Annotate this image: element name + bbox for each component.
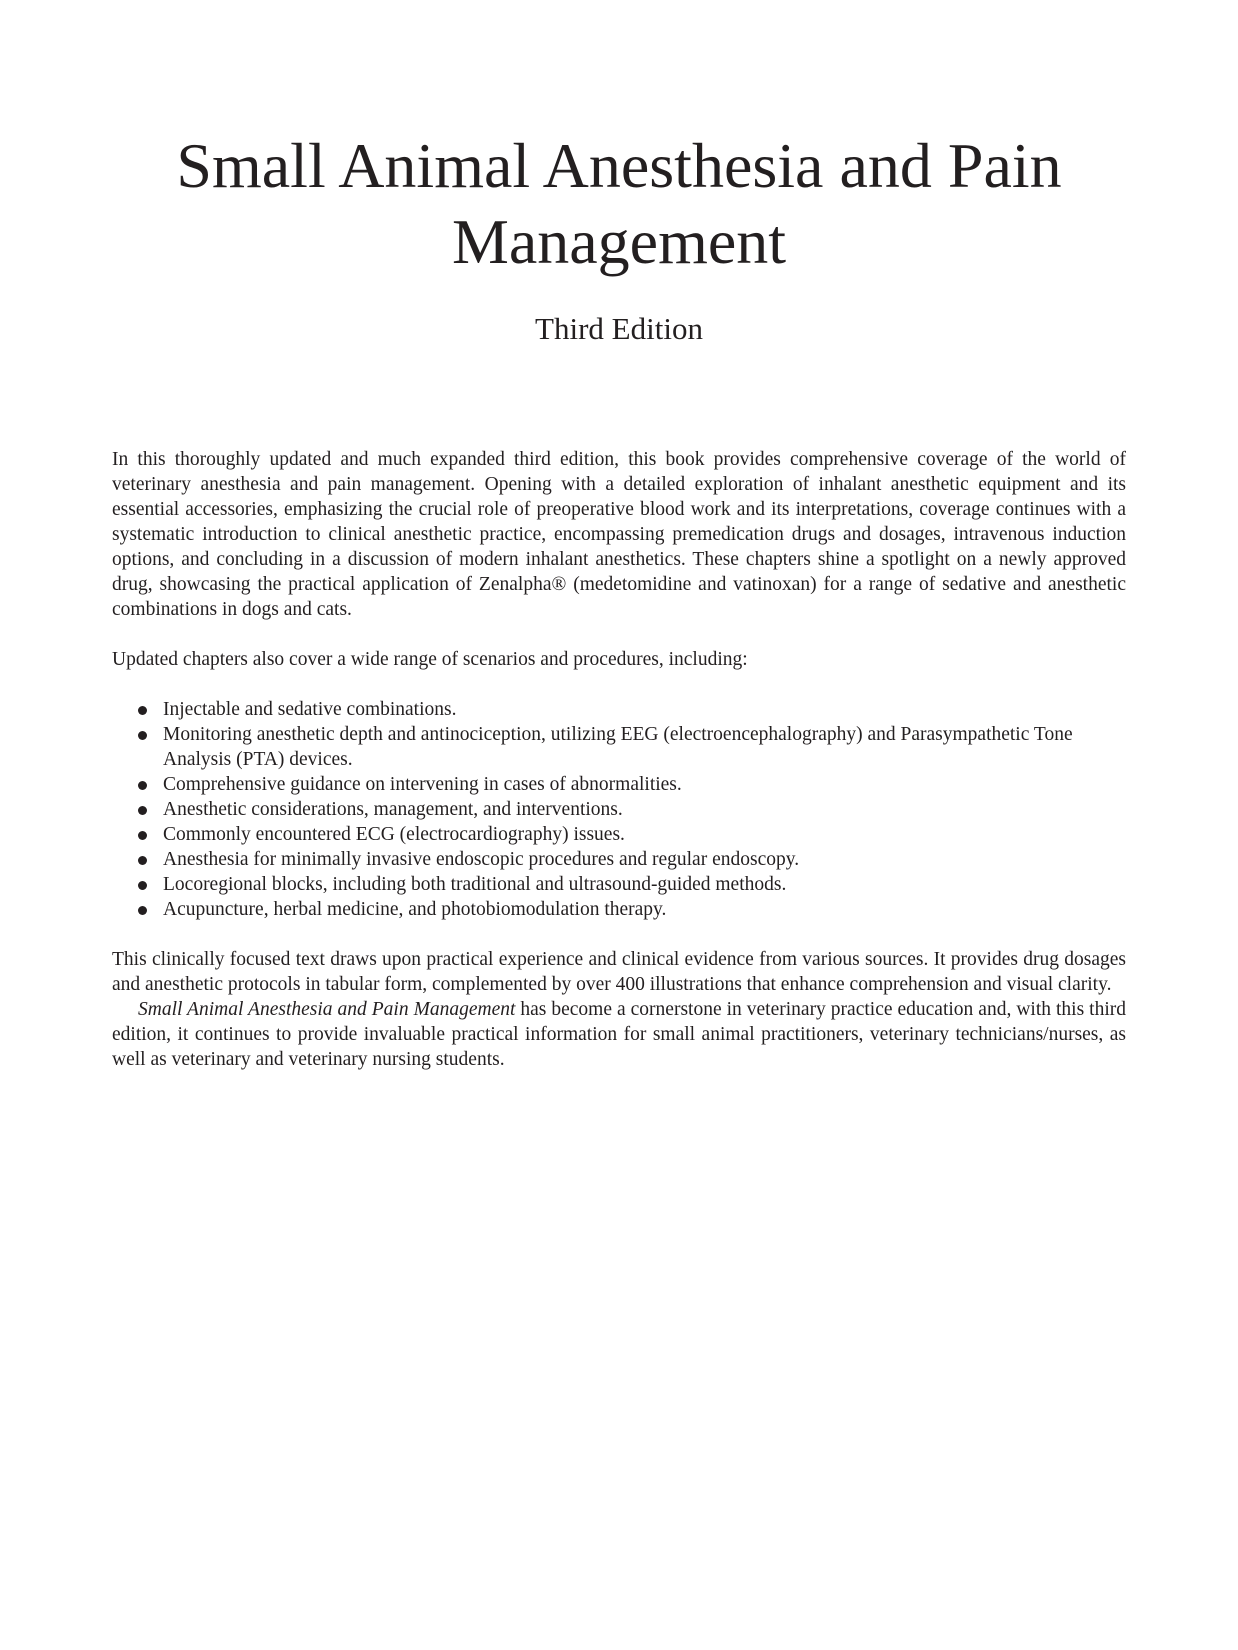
list-item-text: Locoregional blocks, including both traditional and ultrasound-guided methods. <box>163 874 787 895</box>
bullet-dot-icon <box>138 881 147 890</box>
paragraph-spacer <box>112 922 1126 947</box>
list-item-text: Monitoring anesthetic depth and antinociception, utilizing EEG (electroencephalography) and Parasympathetic Tone Analysis (PTA) devices. <box>163 724 1073 770</box>
book-title-line-2: Management <box>451 206 787 277</box>
closing-paragraph-text: has become a cornerstone in veterinary practice education and, with this third edition, it continues to provide invaluable practical information for small animal practitioners, veterinary technicians/nurses, as well as veterinary and veterinary nursing students. <box>112 999 1126 1070</box>
list-item <box>112 797 1126 822</box>
description-body <box>112 447 1126 1072</box>
clinical-focus-paragraph: This clinically focused text draws upon practical experience and clinical evidence from various sources. It provides drug dosages and anesthetic protocols in tabular form, complemented by over 400 illustrations that enhance comprehension and visual clarity. <box>112 949 1126 995</box>
list-item <box>112 697 1126 722</box>
list-item-text: Injectable and sedative combinations. <box>163 699 457 720</box>
list-item-text: Anesthetic considerations, management, and interventions. <box>163 799 623 820</box>
intro-paragraph: In this thoroughly updated and much expanded third edition, this book provides comprehensive coverage of the world of veterinary anesthesia and pain management. Opening with a detailed exploration of inhalant anesthetic equipment and its essential accessories, emphasizing the crucial role of preoperative blood work and its interpretations, coverage continues with a systematic introduction to clinical anesthetic practice, encompassing premedication drugs and dosages, intravenous induction options, and concluding in a discussion of modern inhalant anesthetics. These chapters shine a spotlight on a newly approved drug, showcasing the practical application of Zenalpha® (medetomidine and vatinoxan) for a range of sedative and anesthetic combinations in dogs and cats. <box>112 449 1126 620</box>
list-item-text: Commonly encountered ECG (electrocardiography) issues. <box>163 824 625 845</box>
bullet-dot-icon <box>138 831 147 840</box>
book-title-inline: Small Animal Anesthesia and Pain Management <box>138 999 516 1020</box>
bullet-dot-icon <box>138 806 147 815</box>
list-item <box>112 822 1126 847</box>
list-item <box>112 897 1126 922</box>
closing-paragraph <box>112 997 1126 1072</box>
bullet-dot-icon <box>138 856 147 865</box>
list-item <box>112 722 1126 772</box>
edition-subtitle: Third Edition <box>535 311 703 346</box>
list-item-text: Anesthesia for minimally invasive endoscopic procedures and regular endoscopy. <box>163 849 800 870</box>
bullet-dot-icon <box>138 706 147 715</box>
list-item <box>112 847 1126 872</box>
bullet-dot-icon <box>138 781 147 790</box>
bullet-dot-icon <box>138 731 147 740</box>
list-item <box>112 772 1126 797</box>
scenario-list <box>112 697 1126 922</box>
list-item <box>112 872 1126 897</box>
scenarios-lead-in: Updated chapters also cover a wide range of scenarios and procedures, including: <box>112 649 748 670</box>
paragraph-spacer <box>112 622 1126 647</box>
bullet-dot-icon <box>138 906 147 915</box>
book-title <box>0 128 1238 280</box>
paragraph-spacer <box>112 672 1126 697</box>
book-title-line-1: Small Animal Anesthesia and Pain <box>176 130 1062 201</box>
list-item-text: Acupuncture, herbal medicine, and photobiomodulation therapy. <box>163 899 667 920</box>
list-item-text: Comprehensive guidance on intervening in cases of abnormalities. <box>163 774 682 795</box>
